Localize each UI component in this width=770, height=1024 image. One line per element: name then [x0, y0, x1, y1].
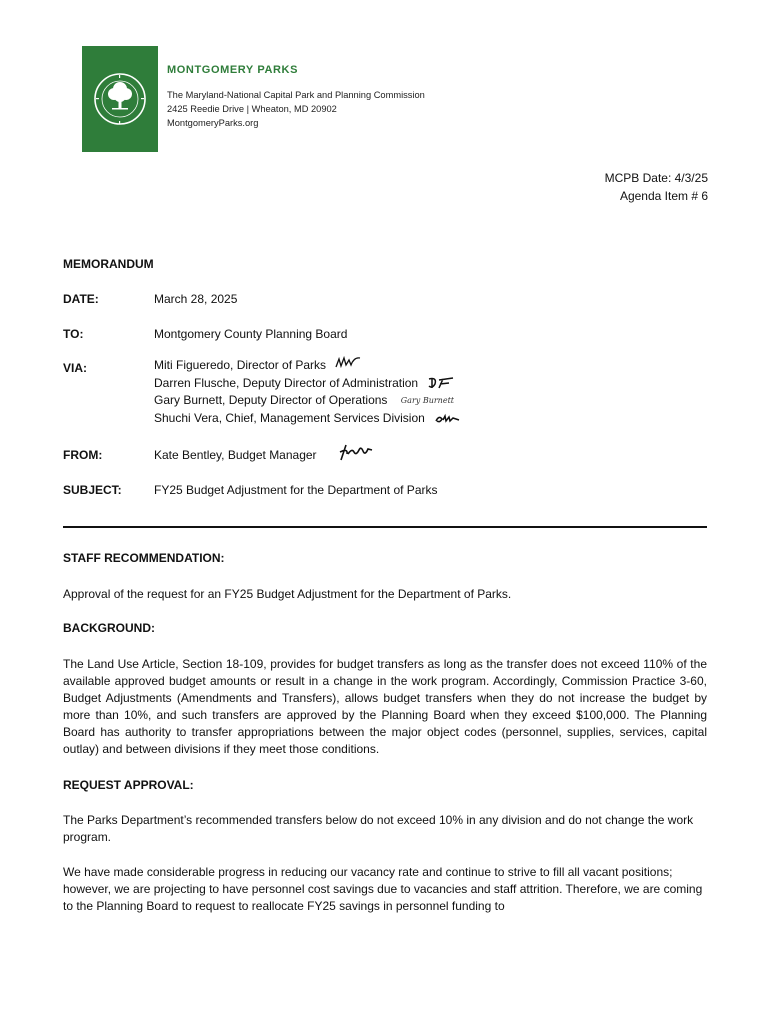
from-value-text: Kate Bentley, Budget Manager	[154, 448, 317, 462]
date-label: DATE:	[63, 292, 99, 306]
signature-icon	[335, 355, 361, 369]
via-item	[154, 392, 460, 410]
date-value: March 28, 2025	[154, 292, 238, 306]
request-text-2: We have made considerable progress in reducing our vacancy rate and continue to strive to fill all vacant positions; however, we are projecting to have personnel cost savings due to vacancies and staff attrition. Therefore, we are coming to the Planning Board to request to reallocate FY25 savings in personnel funding to	[63, 865, 703, 913]
from-label: FROM:	[63, 448, 103, 462]
signature-icon	[338, 442, 374, 462]
signature-icon	[427, 376, 455, 390]
via-item-label: Darren Flusche, Deputy Director of Administration	[154, 375, 419, 390]
via-item-label: Shuchi Vera, Chief, Management Services Division	[154, 410, 425, 425]
via-item-label: Miti Figueredo, Director of Parks	[154, 358, 327, 372]
to-label: TO:	[63, 327, 84, 341]
montgomery-parks-logo	[82, 46, 158, 152]
subject-label: SUBJECT:	[63, 483, 122, 497]
staff-recommendation-text: Approval of the request for an FY25 Budget Adjustment for the Department of Parks.	[63, 587, 512, 601]
org-commission: The Maryland-National Capital Park and Planning Commission	[167, 90, 425, 100]
staff-recommendation-heading: STAFF RECOMMENDATION:	[63, 551, 225, 565]
divider	[63, 526, 707, 528]
to-value: Montgomery County Planning Board	[154, 327, 348, 341]
memo-title: MEMORANDUM	[63, 257, 154, 271]
org-name: MONTGOMERY PARKS	[167, 64, 299, 76]
signature-gary: Gary Burnett	[400, 396, 454, 406]
org-address: 2425 Reedie Drive | Wheaton, MD 20902	[167, 104, 337, 114]
via-list	[154, 357, 460, 427]
background-heading: BACKGROUND:	[63, 621, 155, 635]
request-text-1: The Parks Department’s recommended transfers below do not exceed 10% in any division and do not change the work program.	[63, 813, 694, 844]
via-item-label: Gary Burnett, Deputy Director of Operations	[154, 393, 388, 407]
via-item	[154, 410, 460, 428]
mcpb-date: MCPB Date: 4/3/25	[604, 171, 708, 185]
agenda-item: Agenda Item # 6	[619, 189, 708, 203]
from-value	[154, 448, 374, 462]
signature-icon	[434, 412, 460, 424]
via-item	[154, 357, 460, 375]
request-approval-heading: REQUEST APPROVAL:	[63, 778, 194, 792]
org-website: MontgomeryParks.org	[167, 118, 259, 128]
via-item	[154, 375, 460, 393]
via-label: VIA:	[63, 361, 87, 375]
subject-value: FY25 Budget Adjustment for the Department of Parks	[154, 483, 438, 497]
tree-seal-icon	[82, 46, 158, 152]
background-text: The Land Use Article, Section 18-109, provides for budget transfers as long as the transfer does not exceed 110% of the available approved budget amounts or result in a change in the work program. Accordingly, Commission Practice 3-60, Budget Adjustments (Amendments and Transfers), allows budget transfers when they do not increase the budget by more than 10%, and such transfers are approved by the Planning Board when they exceed $100,000. The Planning Board has authority to transfer appropriations between the major object codes (personnel, supplies, services, capital outlay) and between divisions if they meet those conditions.	[63, 657, 707, 756]
